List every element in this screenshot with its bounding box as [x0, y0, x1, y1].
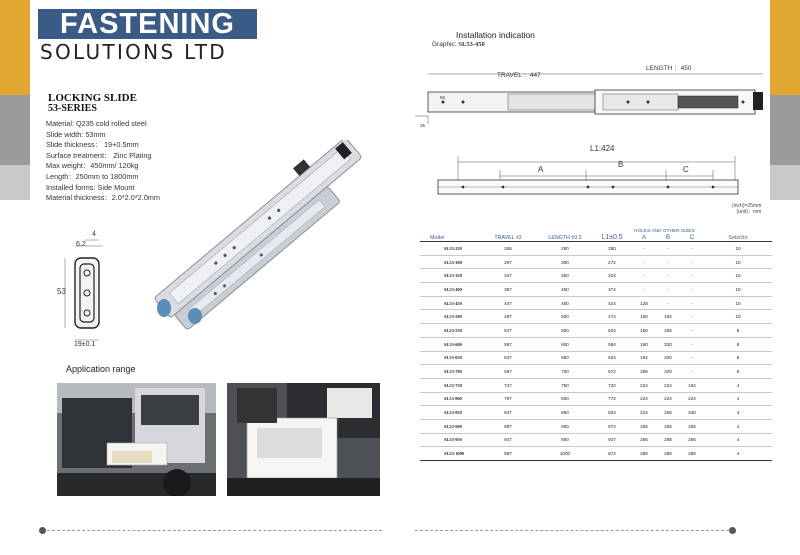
- table-cell: 324: [592, 269, 632, 283]
- table-cell: 160: [632, 337, 656, 351]
- table-cell: -: [632, 269, 656, 283]
- table-row: [420, 255, 772, 269]
- table-cell-model: SL53-350: [420, 269, 478, 283]
- table-cell: 10: [704, 242, 772, 256]
- table-cell: 300: [538, 255, 592, 269]
- table-cell: 650: [538, 351, 592, 365]
- table-cell: 947: [478, 433, 538, 447]
- application-photo-truck: [57, 383, 216, 496]
- table-cell: 224: [680, 392, 704, 406]
- spec-item: Length：250mm to 1800mm: [46, 171, 139, 181]
- spec-item: Slide thickness： 19+0.5mm: [46, 140, 139, 150]
- col-b: B: [656, 228, 680, 242]
- table-cell: 320: [656, 337, 680, 351]
- table-row: [420, 242, 772, 256]
- table-cell: 224: [632, 378, 656, 392]
- table-cell: 256: [656, 324, 680, 338]
- table-cell: -: [632, 242, 656, 256]
- dim-b-label: B: [618, 160, 624, 169]
- table-row: [420, 283, 772, 297]
- table-cell-model: SL53-600: [420, 337, 478, 351]
- table-cell: 8: [704, 337, 772, 351]
- table-cell: 747: [478, 378, 538, 392]
- table-cell: -: [680, 255, 704, 269]
- table-cell: 897: [478, 419, 538, 433]
- table-cell-model: SL53-400: [420, 283, 478, 297]
- table-cell-model: SL53-300: [420, 255, 478, 269]
- unit-note: [732, 203, 761, 215]
- table-cell: 447: [478, 296, 538, 310]
- table-cell: -: [680, 296, 704, 310]
- table-row: [420, 365, 772, 379]
- divider-line: [47, 530, 382, 531]
- table-cell: 872: [592, 419, 632, 433]
- application-photo-drawer: [227, 383, 380, 496]
- table-cell: 265: [478, 242, 538, 256]
- dim-left: 6.2: [76, 241, 86, 248]
- table-cell: 700: [538, 365, 592, 379]
- table-cell: 8: [704, 351, 772, 365]
- table-cell: 250: [592, 242, 632, 256]
- col-length: LENGTH ±0.5: [538, 228, 592, 242]
- table-cell: -: [656, 296, 680, 310]
- table-row: [420, 324, 772, 338]
- table-cell: 272: [592, 255, 632, 269]
- table-cell: 288: [680, 447, 704, 461]
- table-cell: 474: [592, 310, 632, 324]
- table-row: [420, 296, 772, 310]
- table-cell: 250: [538, 242, 592, 256]
- table-cell: 224: [656, 378, 680, 392]
- unit-note-inch: (inch)=25mm: [732, 203, 762, 209]
- accent-band-grey-left: [0, 95, 30, 165]
- table-cell: 584: [592, 337, 632, 351]
- table-cell: 797: [478, 392, 538, 406]
- table-cell: 647: [478, 351, 538, 365]
- dim-top: 4: [92, 231, 96, 238]
- table-cell: 320: [656, 365, 680, 379]
- table-cell: -: [632, 255, 656, 269]
- table-cell: -: [680, 337, 704, 351]
- table-cell: 772: [592, 392, 632, 406]
- table-cell: 950: [538, 433, 592, 447]
- table-row: [420, 419, 772, 433]
- accent-band-light-right: [770, 165, 800, 200]
- table-cell: 624: [592, 351, 632, 365]
- table-cell: -: [656, 283, 680, 297]
- table-cell-model: SL53-950: [420, 433, 478, 447]
- table-row: [420, 269, 772, 283]
- table-cell-model: SL53-700: [420, 365, 478, 379]
- accent-band-gold-left: [0, 0, 30, 95]
- table-cell: 192: [656, 310, 680, 324]
- table-cell: 600: [538, 337, 592, 351]
- table-cell: 850: [538, 406, 592, 420]
- graphic-label: [432, 41, 485, 48]
- company-logo-main: FASTENING: [38, 9, 257, 39]
- table-cell: 350: [538, 269, 592, 283]
- table-cell: 160: [632, 310, 656, 324]
- table-cell: 4: [704, 447, 772, 461]
- table-cell: 8: [704, 365, 772, 379]
- dim-height: 53: [57, 287, 66, 296]
- spec-list: [46, 119, 160, 204]
- table-cell: 927: [592, 433, 632, 447]
- table-header-row: [420, 228, 772, 242]
- graphic-label-text: Graphic:: [432, 41, 457, 48]
- unit-note-unit: (unit)：mm: [736, 209, 762, 215]
- table-row: [420, 351, 772, 365]
- divider-line: [415, 530, 729, 531]
- col-l1: L1±0.5: [592, 228, 632, 242]
- table-cell: 547: [478, 324, 538, 338]
- length-label: LENGTH ：450: [646, 65, 692, 72]
- col-travel: TRAVEL ±2: [478, 228, 538, 242]
- table-cell: 900: [538, 419, 592, 433]
- table-cell: 160: [632, 324, 656, 338]
- dim-a-label: A: [538, 165, 544, 174]
- table-cell: -: [680, 310, 704, 324]
- table-cell: 256: [656, 419, 680, 433]
- col-sets: Sets/ctn: [704, 228, 772, 242]
- table-cell: 297: [478, 255, 538, 269]
- application-range-label: Application range: [66, 364, 136, 374]
- table-cell-model: SL53-900: [420, 419, 478, 433]
- installation-title: Installation indication: [456, 30, 535, 40]
- table-cell: 497: [478, 310, 538, 324]
- slide-product-illustration: [150, 140, 385, 330]
- spec-item: Max weight：450mm/ 120kg: [46, 161, 139, 171]
- table-cell-model: SL53-1000: [420, 447, 478, 461]
- table-cell: 288: [656, 433, 680, 447]
- table-row: [420, 447, 772, 461]
- table-cell: 972: [592, 447, 632, 461]
- table-cell: 672: [592, 365, 632, 379]
- l1-label: L1:424: [590, 144, 615, 153]
- table-cell: -: [656, 242, 680, 256]
- table-cell: 8: [704, 324, 772, 338]
- product-series: 53-SERIES: [48, 103, 97, 114]
- table-cell: 450: [538, 283, 592, 297]
- table-cell: 550: [538, 324, 592, 338]
- table-cell: 697: [478, 365, 538, 379]
- table-cell-model: SL53-500: [420, 310, 478, 324]
- travel-label: TRAVEL ：447: [497, 72, 541, 79]
- table-cell: 347: [478, 269, 538, 283]
- accent-band-grey-right: [770, 95, 800, 165]
- table-cell: 224: [632, 392, 656, 406]
- table-cell-model: SL53-800: [420, 392, 478, 406]
- accent-band-light-left: [0, 165, 30, 200]
- table-cell: 4: [704, 419, 772, 433]
- table-cell: 424: [592, 296, 632, 310]
- table-cell: 4: [704, 406, 772, 420]
- table-cell: 750: [538, 378, 592, 392]
- product-title: LOCKING SLIDE: [48, 92, 137, 104]
- spec-item: Installed forms: Side Mount: [46, 182, 135, 192]
- divider-dot: [729, 527, 736, 534]
- graphic-model: SL53-450: [458, 41, 485, 48]
- table-row: [420, 392, 772, 406]
- divider-dot: [39, 527, 46, 534]
- table-row: [420, 378, 772, 392]
- table-cell: 847: [478, 406, 538, 420]
- table-row: [420, 310, 772, 324]
- table-cell: 722: [592, 378, 632, 392]
- dim-bottom: 19±0.1: [74, 341, 96, 348]
- dim-65: 65: [440, 95, 446, 100]
- company-logo-sub: SOLUTIONS LTD: [40, 40, 227, 64]
- table-cell: 256: [632, 433, 656, 447]
- table-cell: 824: [592, 406, 632, 420]
- table-cell: 256: [632, 419, 656, 433]
- table-cell: 340: [680, 406, 704, 420]
- table-cell: 800: [538, 392, 592, 406]
- table-cell-model: SL53-550: [420, 324, 478, 338]
- dim-35: 35: [420, 123, 426, 128]
- table-cell-model: SL53-250: [420, 242, 478, 256]
- col-a: A: [632, 228, 656, 242]
- table-cell: 10: [704, 310, 772, 324]
- table-cell: 256: [680, 433, 704, 447]
- table-row: [420, 337, 772, 351]
- table-cell: 4: [704, 392, 772, 406]
- table-cell: 10: [704, 296, 772, 310]
- table-cell: 500: [538, 310, 592, 324]
- table-cell: 224: [656, 392, 680, 406]
- table-cell: 256: [632, 365, 656, 379]
- table-cell: 597: [478, 337, 538, 351]
- table-row: [420, 406, 772, 420]
- table-cell: 4: [704, 378, 772, 392]
- accent-band-gold-right: [770, 0, 800, 95]
- table-cell-model: SL53-650: [420, 351, 478, 365]
- table-cell: 4: [704, 433, 772, 447]
- table-cell: 288: [656, 447, 680, 461]
- table-cell: 288: [632, 447, 656, 461]
- table-cell-model: SL53-750: [420, 378, 478, 392]
- col-c: C: [680, 228, 704, 242]
- table-cell: -: [680, 351, 704, 365]
- table-cell: -: [680, 269, 704, 283]
- table-cell: 450: [538, 296, 592, 310]
- installation-drawing: [413, 58, 773, 228]
- table-cell: 192: [632, 351, 656, 365]
- table-cell: 1000: [538, 447, 592, 461]
- table-row: [420, 433, 772, 447]
- table-cell: 128: [632, 296, 656, 310]
- table-cell: 374: [592, 283, 632, 297]
- table-cell: 320: [656, 351, 680, 365]
- table-cell: 192: [680, 378, 704, 392]
- table-cell: 256: [680, 419, 704, 433]
- table-cell: -: [632, 283, 656, 297]
- spec-item: Slide width: 53mm: [46, 129, 106, 139]
- col-model: Model: [420, 228, 478, 242]
- table-cell: 10: [704, 255, 772, 269]
- table-cell: 10: [704, 269, 772, 283]
- table-cell: 256: [656, 406, 680, 420]
- cross-section-drawing: [55, 228, 135, 353]
- spec-item: Material thickness：2.0*2.0*2.0mm: [46, 193, 160, 203]
- spec-table: [420, 228, 772, 461]
- table-cell: 997: [478, 447, 538, 461]
- table-cell-model: SL53-850: [420, 406, 478, 420]
- table-cell: 524: [592, 324, 632, 338]
- table-cell: -: [656, 269, 680, 283]
- spec-item: Surface treatment： Zinc Plating: [46, 150, 152, 160]
- table-cell: -: [680, 283, 704, 297]
- table-cell: 224: [632, 406, 656, 420]
- table-cell: 397: [478, 283, 538, 297]
- table-cell: -: [680, 242, 704, 256]
- table-cell-model: SL53-450: [420, 296, 478, 310]
- table-cell: -: [656, 255, 680, 269]
- table-cell: -: [680, 324, 704, 338]
- table-body: [420, 242, 772, 461]
- holes-header: HOLES AND OTHER SIZES: [634, 229, 695, 234]
- table-cell: 10: [704, 283, 772, 297]
- table-cell: -: [680, 365, 704, 379]
- spec-item: Material: Q235 cold rolled steel: [46, 119, 147, 128]
- dim-c-label: C: [683, 165, 689, 174]
